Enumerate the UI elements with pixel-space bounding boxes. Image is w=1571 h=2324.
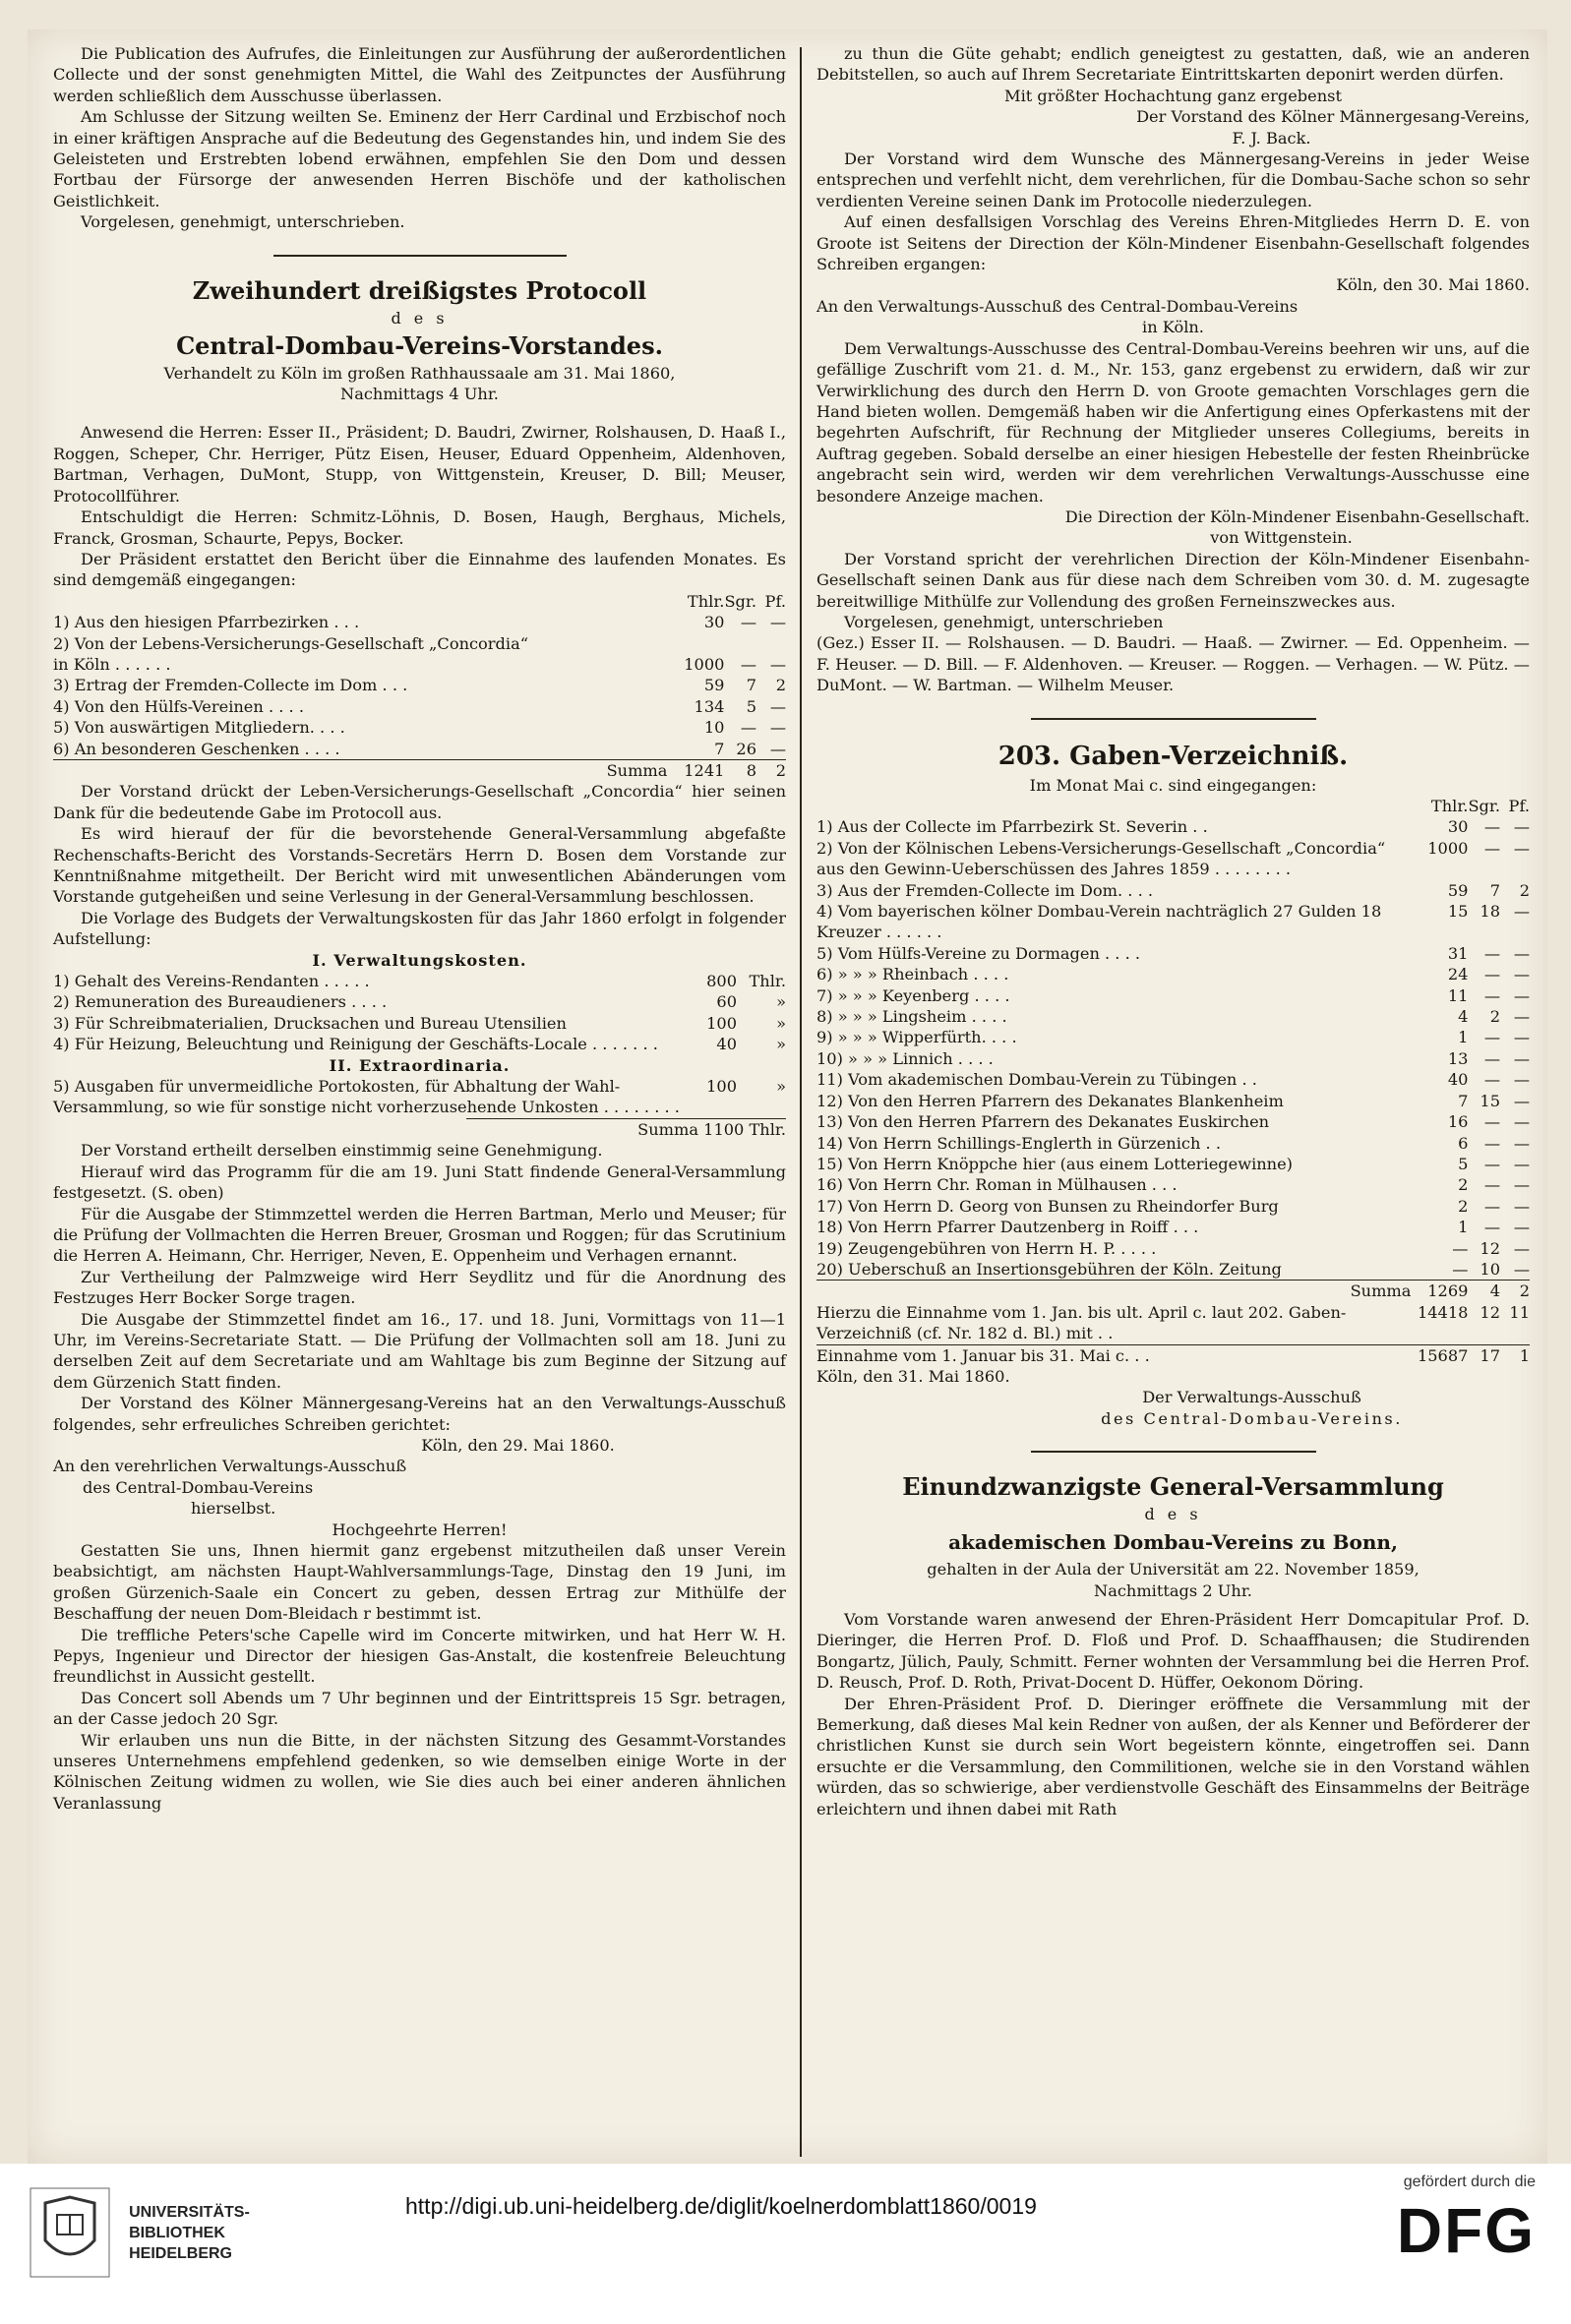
row-thlr: 6 bbox=[1458, 1133, 1469, 1153]
row-label: 1) Aus den hiesigen Pfarrbezirken . . . bbox=[53, 613, 360, 632]
row-pf: — bbox=[1513, 1070, 1530, 1090]
table-row bbox=[816, 964, 1530, 984]
col-pf: Pf. bbox=[764, 591, 786, 611]
sum-row bbox=[816, 1281, 1530, 1302]
row-label: 20) Ueberschuß an Insertionsgebühren der Köln. Zeitung bbox=[816, 1259, 1282, 1279]
col-sgr: Sgr. bbox=[724, 591, 756, 611]
gifts-title: 203. Gaben-Verzeichniß. bbox=[997, 741, 1349, 771]
row-pf: — bbox=[1513, 1238, 1530, 1258]
extra-table bbox=[53, 1076, 786, 1118]
ub-line-1: UNIVERSITÄTS- bbox=[129, 2203, 250, 2221]
sum-label: Summa bbox=[53, 759, 667, 781]
row-pf: — bbox=[1513, 1133, 1530, 1153]
row-pf: — bbox=[769, 613, 786, 632]
row-label: 6) » » » Rheinbach . . . . bbox=[816, 965, 1009, 984]
palms-text: Zur Vertheilung der Palmzweige wird Herr Seydlitz und für die Anordnung des Festzuges Herr Bocker Sorge tragen. bbox=[53, 1267, 786, 1308]
present-list: Anwesend die Herren: Esser II., Präsident; D. Baudri, Zwirner, Rolshausen, D. Haaß I., Roggen, Scheper, Chr. Herriger, Pütz Eisen, Heuser, Eduard Oppenheim, Aldenhoven, Bartman, Verhagen, DuMont, Stupp, von Wittgenstein, Kreuser, D. Bill; Meuser, Protocollführer. bbox=[53, 423, 786, 506]
dfg-credit bbox=[1397, 2174, 1536, 2270]
table-row bbox=[53, 1034, 786, 1054]
row-thlr: 13 bbox=[1447, 1048, 1469, 1068]
row-pf: 2 bbox=[775, 676, 786, 695]
row-thlr: 1000 bbox=[684, 654, 725, 674]
row-sgr: 7 bbox=[1489, 880, 1500, 900]
row-label: 13) Von den Herren Pfarrern des Dekanates Euskirchen bbox=[816, 1112, 1270, 1132]
section-rule bbox=[1031, 1451, 1316, 1453]
row-sgr: — bbox=[1483, 965, 1500, 984]
row-label: 3) Für Schreibmaterialien, Drucksachen und Bureau Utensilien bbox=[53, 1013, 567, 1033]
table-row bbox=[816, 1259, 1530, 1281]
row-label: in Köln . . . . . . bbox=[53, 654, 171, 674]
railway-date: Köln, den 30. Mai 1860. bbox=[1336, 275, 1530, 295]
table-row bbox=[816, 1091, 1530, 1111]
row-thlr: 2 bbox=[1458, 1196, 1469, 1216]
table-row bbox=[53, 739, 786, 760]
table-row bbox=[53, 696, 786, 717]
row-thlr: 2 bbox=[1458, 1175, 1469, 1195]
sum-thlr: 1241 bbox=[667, 759, 724, 781]
choir-text: Der Vorstand des Kölner Männergesang-Vereins hat an den Verwaltungs-Ausschuß folgendes, sehr erfreuliches Schreiben gerichtet: bbox=[53, 1394, 786, 1434]
sum-thlr: 1269 bbox=[1411, 1281, 1468, 1302]
column-divider bbox=[800, 47, 802, 2157]
row-sgr: 7 bbox=[746, 676, 756, 695]
row-pf: — bbox=[1513, 965, 1530, 984]
row-label: 6) An besonderen Geschenken . . . . bbox=[53, 739, 340, 758]
row-pf: — bbox=[1513, 1154, 1530, 1173]
row-label: 5) Von auswärtigen Mitgliedern. . . . bbox=[53, 718, 345, 738]
row-thlr: 1000 bbox=[1427, 838, 1469, 858]
report-text: Der Präsident erstattet den Bericht über die Einnahme des laufenden Monates. Es sind demgemäß eingegangen: bbox=[53, 549, 786, 590]
row-thlr: 11 bbox=[1447, 985, 1469, 1005]
row-label: 17) Von Herrn D. Georg von Bunsen zu Rheindorfer Burg bbox=[816, 1196, 1279, 1216]
approval-text: Der Vorstand ertheilt derselben einstimmig seine Genehmigung. bbox=[81, 1141, 603, 1161]
table-row bbox=[816, 943, 1530, 964]
row-pf: — bbox=[1513, 1218, 1530, 1237]
gifts-table bbox=[816, 796, 1530, 1366]
table-row bbox=[816, 1048, 1530, 1069]
row-sgr: — bbox=[1483, 1154, 1500, 1173]
row-sgr: — bbox=[1483, 1196, 1500, 1216]
table-row bbox=[816, 1069, 1530, 1090]
letter-paragraph-2: Die treffliche Peters'sche Capelle wird im Concerte mitwirken, und hat Herr W. H. Pepys, Ingenieur und Director der hiesigen Gas-Anstalt, die kostenfreie Beleuchtung freundlichst in Aussicht gestellt. bbox=[53, 1625, 786, 1687]
row-thlr: 14418 bbox=[1417, 1302, 1469, 1322]
row-pf: — bbox=[1513, 1112, 1530, 1132]
table-row bbox=[53, 654, 786, 675]
letter-paragraph-1: Gestatten Sie uns, Ihnen hiermit ganz ergebenst mitzutheilen daß unser Verein beabsichtigt, am nächsten Haupt-Wahlversammlungs-Tage, Dinstag den 19 Juni, im großen Gürzenich-Saale ein Concert zu geben, dessen Ertrag zur Mithülfe der Beschaffung der neuen Dom-Bleidach r bestimmt ist. bbox=[53, 1541, 786, 1624]
row-thlr: 30 bbox=[703, 613, 725, 632]
excused-list: Entschuldigt die Herren: Schmitz-Löhnis, D. Bosen, Haugh, Berghaus, Michels, Franck, Grosman, Schaurte, Pepys, Bocker. bbox=[53, 507, 786, 548]
row-label: 3) Ertrag der Fremden-Collecte im Dom . . . bbox=[53, 676, 408, 695]
table-row bbox=[816, 1174, 1530, 1195]
income-header-row bbox=[53, 591, 786, 612]
row-label: 2) Von der Lebens-Versicherungs-Gesellschaft „Concordia“ bbox=[53, 633, 529, 653]
assembly-place: gehalten in der Aula der Universität am 22. November 1859, bbox=[927, 1560, 1420, 1579]
row-pf: — bbox=[769, 718, 786, 738]
row-pf: 1 bbox=[1500, 1344, 1530, 1366]
total-row bbox=[816, 1344, 1530, 1366]
row-sgr: — bbox=[1483, 838, 1500, 858]
programme-text: Hierauf wird das Programm für die am 19. Juni Statt findende General-Versammlung festgesetzt. (S. oben) bbox=[53, 1162, 786, 1203]
railway-recipient-2: in Köln. bbox=[1142, 318, 1204, 337]
row-label: 3) Aus der Fremden-Collecte im Dom. . . . bbox=[816, 880, 1154, 900]
col-thlr: Thlr. bbox=[687, 591, 725, 611]
row-pf: — bbox=[1513, 817, 1530, 837]
protocol-subtitle: Central-Dombau-Vereins-Vorstandes. bbox=[176, 330, 663, 360]
table-row bbox=[816, 838, 1530, 880]
table-row bbox=[816, 1133, 1530, 1154]
table-row bbox=[816, 1238, 1530, 1259]
row-pf: — bbox=[1513, 1028, 1530, 1047]
ballots-text: Für die Ausgabe der Stimmzettel werden die Herren Bartman, Merlo und Meuser; für die Prüfung der Vollmachten die Herren Breuer, Grosman und Roggen; für das Scrutinium die Herren A. Heimann, Chr. Herriger, Neven, E. Oppenheim und Verhagen ernannt. bbox=[53, 1204, 786, 1266]
row-label: 4) Vom bayerischen kölner Dombau-Verein nachträglich 27 Gulden 18 Kreuzer . . . . . . bbox=[816, 902, 1382, 942]
row-unit: » bbox=[776, 1013, 786, 1033]
sum-pf: 2 bbox=[1500, 1281, 1530, 1302]
sum-row bbox=[53, 759, 786, 781]
protocol-time: Nachmittags 4 Uhr. bbox=[340, 385, 499, 404]
digitization-footer bbox=[0, 2164, 1571, 2324]
row-thlr: 15 bbox=[1447, 902, 1469, 922]
row-label: 7) » » » Keyenberg . . . . bbox=[816, 985, 1010, 1005]
row-label: 15) Von Herrn Knöppche hier (aus einem Lotteriegewinne) bbox=[816, 1154, 1293, 1173]
row-unit: » bbox=[776, 1035, 786, 1054]
row-thlr: 1 bbox=[1458, 1028, 1469, 1047]
row-pf: 2 bbox=[1519, 880, 1530, 900]
table-row bbox=[816, 901, 1530, 943]
table-row bbox=[53, 675, 786, 695]
row-thlr: 1 bbox=[1458, 1218, 1469, 1237]
row-pf: — bbox=[1513, 1007, 1530, 1027]
row-label: 14) Von Herrn Schillings-Englerth in Gürzenich . . bbox=[816, 1133, 1221, 1153]
row-sgr: 2 bbox=[1489, 1007, 1500, 1027]
row-amount: 100 bbox=[706, 1077, 737, 1097]
assembly-des: d e s bbox=[1144, 1505, 1202, 1524]
gifts-subtitle: Im Monat Mai c. sind eingegangen: bbox=[1029, 775, 1317, 795]
gifts-date: Köln, den 31. Mai 1860. bbox=[816, 1366, 1010, 1386]
row-pf: — bbox=[1513, 1048, 1530, 1068]
newspaper-page bbox=[28, 30, 1547, 2164]
row-sgr: — bbox=[740, 718, 756, 738]
protocol-des: d e s bbox=[391, 308, 449, 328]
row-thlr: 7 bbox=[1458, 1091, 1469, 1110]
row-thlr: 5 bbox=[1458, 1154, 1469, 1173]
row-label: 1) Gehalt des Vereins-Rendanten . . . . . bbox=[53, 972, 370, 991]
row-thlr: — bbox=[1452, 1259, 1469, 1279]
assembly-time: Nachmittags 2 Uhr. bbox=[1094, 1580, 1252, 1600]
letter-paragraph-4: Wir erlauben uns nun die Bitte, in der nächsten Sitzung des Gesammt-Vorstandes unseres Unternehmens empfehlend gedenken, so wie demselben einige Worte in der Kölnischen Zeitung widmen zu wollen, wie Sie dies auch bei einer anderen ähnlichen Veranlassung bbox=[53, 1730, 786, 1813]
section-rule bbox=[273, 255, 567, 257]
row-thlr: 7 bbox=[714, 739, 725, 758]
table-row bbox=[816, 880, 1530, 901]
row-pf: — bbox=[1513, 902, 1530, 922]
table-row bbox=[53, 612, 786, 632]
railway-intro: Auf einen desfallsigen Vorschlag des Vereins Ehren-Mitgliedes Herrn D. E. von Groote ist Seitens der Direction der Köln-Mindener Eisenbahn-Gesellschaft folgendes Schreiben ergangen: bbox=[816, 212, 1530, 274]
row-sgr: — bbox=[1483, 1112, 1500, 1132]
gifts-header-row bbox=[816, 796, 1530, 816]
row-pf: — bbox=[769, 739, 786, 758]
row-sgr: 12 bbox=[1480, 1302, 1500, 1322]
row-sgr: — bbox=[1483, 1175, 1500, 1195]
table-row bbox=[816, 816, 1530, 837]
row-label: Einnahme vom 1. Januar bis 31. Mai c. . . bbox=[816, 1344, 1411, 1366]
row-sgr: — bbox=[1483, 1048, 1500, 1068]
row-amount: 800 bbox=[706, 972, 737, 991]
row-pf: — bbox=[1513, 1175, 1530, 1195]
row-thlr bbox=[667, 633, 724, 654]
table-row bbox=[816, 1027, 1530, 1047]
row-pf: — bbox=[1513, 1259, 1530, 1279]
row-sgr: — bbox=[1483, 1133, 1500, 1153]
ub-line-2: BIBLIOTHEK bbox=[129, 2224, 225, 2241]
railway-letter-body: Dem Verwaltungs-Ausschusse des Central-Dombau-Vereins beehren wir uns, auf die gefällige Zuschrift vom 21. d. M., Nr. 153, ganz ergebenst zu erwidern, daß wir zur Verwirklichung des durch den Herrn D. von Groote gemachten Vorschlages gern die Hand bieten wollen. Demgemäß haben wir die Anfertigung eines Opferkastens mit der begehrten Aufschrift, für Rechnung der Mitglieder unseres Collegiums, bereits in Auftrag gegeben. Sobald derselbe an einer hiesigen Hebestelle der festen Rheinbrücke angebracht sein wird, werden wir dem verehrlichen Verwaltungs-Ausschusse eine besondere Anzeige machen. bbox=[816, 338, 1530, 506]
row-thlr: 30 bbox=[1447, 817, 1469, 837]
ub-logo[interactable] bbox=[26, 2183, 250, 2282]
row-thlr: 134 bbox=[694, 696, 725, 716]
row-sgr: 26 bbox=[736, 739, 756, 758]
table-row bbox=[816, 1154, 1530, 1174]
sum-sgr: 4 bbox=[1468, 1281, 1500, 1302]
row-sgr: — bbox=[740, 613, 756, 632]
response-text: Der Vorstand wird dem Wunsche des Männergesang-Vereins in jeder Weise entsprechen und verfehlt nicht, dem verehrlichen, für die Dombau-Sache schon so sehr verdienten Vereine seinen Dank im Protocolle niederzulegen. bbox=[816, 149, 1530, 210]
sum-sgr: 8 bbox=[724, 759, 756, 781]
row-thlr: 15687 bbox=[1411, 1344, 1468, 1366]
letter-continuation: zu thun die Güte gehabt; endlich geneigtest zu gestatten, daß, wie an anderen Debitstellen, so auch auf Ihrem Secretariate Eintrittskarten deponirt werden dürfen. bbox=[816, 44, 1530, 85]
letter-regards: Mit größter Hochachtung ganz ergebenst bbox=[1004, 86, 1342, 105]
thanks-text: Der Vorstand drückt der Leben-Versicherungs-Gesellschaft „Concordia“ hier seinen Dank für die bedeutende Gabe im Protocoll aus. bbox=[53, 782, 786, 822]
row-sgr: — bbox=[1483, 985, 1500, 1005]
protocol-title: Zweihundert dreißigstes Protocoll bbox=[192, 275, 647, 305]
table-row bbox=[53, 991, 786, 1012]
row-amount: 40 bbox=[716, 1035, 737, 1054]
row-label: 5) Vom Hülfs-Vereine zu Dormagen . . . . bbox=[816, 943, 1141, 963]
dfg-logo[interactable]: DFG bbox=[1396, 2195, 1536, 2266]
row-label: 2) Remuneration des Bureaudieners . . . . bbox=[53, 992, 388, 1012]
row-pf: 11 bbox=[1509, 1302, 1530, 1322]
row-sgr: 17 bbox=[1468, 1344, 1500, 1366]
table-row bbox=[53, 971, 786, 991]
row-thlr: 59 bbox=[703, 676, 725, 695]
row-thlr: 59 bbox=[1447, 880, 1469, 900]
row-sgr bbox=[724, 633, 756, 654]
row-pf: — bbox=[1513, 943, 1530, 963]
row-thlr: 40 bbox=[1447, 1070, 1469, 1090]
row-sgr: 5 bbox=[746, 696, 756, 716]
letter-recipient-2: des Central-Dombau-Vereins bbox=[83, 1477, 314, 1497]
table-row bbox=[53, 717, 786, 738]
table-row bbox=[53, 633, 786, 654]
section-heading-extra: II. Extraordinaria. bbox=[329, 1055, 511, 1075]
income-table bbox=[53, 591, 786, 782]
gifts-signature-2: des Central-Dombau-Vereins. bbox=[1101, 1408, 1403, 1428]
railway-signature: Die Direction der Köln-Mindener Eisenbahn-Gesellschaft. bbox=[1064, 507, 1530, 526]
row-label: 9) » » » Wipperfürth. . . . bbox=[816, 1028, 1017, 1047]
row-thlr: 24 bbox=[1447, 965, 1469, 984]
railway-recipient-1: An den Verwaltungs-Ausschuß des Central-Dombau-Vereins bbox=[816, 296, 1299, 316]
row-label: 12) Von den Herren Pfarrern des Dekanates Blankenheim bbox=[816, 1091, 1284, 1110]
source-url-link[interactable]: http://digi.ub.uni-heidelberg.de/diglit/koelnerdomblatt1860/0019 bbox=[405, 2193, 1037, 2219]
row-pf: — bbox=[1513, 838, 1530, 858]
table-row bbox=[816, 1196, 1530, 1217]
cost-sum: Summa 1100 Thlr. bbox=[466, 1118, 786, 1140]
ub-line-3: HEIDELBERG bbox=[129, 2244, 232, 2262]
row-label: 11) Vom akademischen Dombau-Verein zu Tübingen . . bbox=[816, 1070, 1257, 1090]
row-label: 18) Von Herrn Pfarrer Dautzenberg in Roiff . . . bbox=[816, 1218, 1199, 1237]
row-label: 8) » » » Lingsheim . . . . bbox=[816, 1007, 1007, 1027]
row-label: 2) Von der Kölnischen Lebens-Versicherungs-Gesellschaft „Concordia“ aus den Gewinn-Ueberschüssen des Jahres 1859 . . . . . . . . bbox=[816, 838, 1386, 879]
row-sgr: 10 bbox=[1480, 1259, 1500, 1279]
row-pf: — bbox=[769, 654, 786, 674]
closing-text: Vorgelesen, genehmigt, unterschrieben bbox=[844, 612, 1164, 631]
intro-paragraph-3: Vorgelesen, genehmigt, unterschrieben. bbox=[81, 212, 405, 232]
budget-text: Die Vorlage des Budgets der Verwaltungskosten für das Jahr 1860 erfolgt in folgender Aufstellung: bbox=[53, 908, 786, 949]
table-row bbox=[816, 1111, 1530, 1132]
assembly-paragraph-2: Der Ehren-Präsident Prof. D. Dieringer eröffnete die Versammlung mit der Bemerkung, daß dieses Mal kein Redner von außen, der als Kenner und Beförderer der christlichen Kunst sie durch sein Wort begeistern könnte, eingetroffen sei. Dann ersuchte er die Versammlung, den Commilitionen, welche sie in den Vorstand wählen würden, das so schwierige, aber verdienstvolle Geschäft des Einsammelns der Beiträge erleichtern und ihnen dabei mit Rath bbox=[816, 1694, 1530, 1818]
row-label: 4) Von den Hülfs-Vereinen . . . . bbox=[53, 696, 304, 716]
row-label: 5) Ausgaben für unvermeidliche Portokosten, für Abhaltung der Wahl-Versammlung, so wie für sonstige nicht vorherzusehende Unkosten . . . . . . . . bbox=[53, 1077, 680, 1117]
university-seal-icon bbox=[26, 2183, 114, 2282]
letter-recipient-3: hierselbst. bbox=[191, 1499, 276, 1519]
row-sgr: — bbox=[1483, 1028, 1500, 1047]
row-thlr: 16 bbox=[1447, 1112, 1469, 1132]
row-sgr: — bbox=[1483, 943, 1500, 963]
row-thlr: 4 bbox=[1458, 1007, 1469, 1027]
assembly-paragraph-1: Vom Vorstande waren anwesend der Ehren-Präsident Herr Domcapitular Prof. D. Dieringer, die Herren Prof. D. Floß und Prof. D. Schaaffhausen; die Studirenden Bongartz, Jülich, Pauly, Schmitt. Ferner wohnten der Versammlung bei die Herren Prof. D. Reusch, Prof. D. Roth, Privat-Docent D. Hüffer, Oekonom Döring. bbox=[816, 1610, 1530, 1693]
intro-paragraph-2: Am Schlusse der Sitzung weilten Se. Eminenz der Herr Cardinal und Erzbischof noch in einer kräftigen Ansprache auf die Bedeutung des Gegenstandes hin, und indem Sie des Geleisteten und Erstrebten lobend erwähnen, empfehlen Sie den Dom und dessen Fortbau der Fürsorge der anwesenden Herren Bischöfe und der katholischen Geistlichkeit. bbox=[53, 107, 786, 210]
gifts-signature-1: Der Verwaltungs-Ausschuß bbox=[1142, 1388, 1361, 1407]
dfg-caption: gefördert durch die bbox=[1403, 2174, 1536, 2190]
railway-thanks: Der Vorstand spricht der verehrlichen Direction der Köln-Mindener Eisenbahn-Gesellschaft seinen Dank aus für diese nach dem Schreiben vom 30. d. M. zugesagte bereitwillige Mithülfe zur Vollendung des großen Ferneinszweckes aus. bbox=[816, 549, 1530, 611]
section-heading-admin: I. Verwaltungskosten. bbox=[312, 950, 527, 970]
table-row bbox=[816, 1006, 1530, 1027]
general-text: Es wird hierauf der für die bevorstehende General-Versammlung abgefaßte Rechenschafts-Bericht des Vorstands-Secretärs Herrn D. Bosen dem Vorstande zur Kenntnißnahme mitgetheilt. Der Bericht wird mit unwesentlichen Abänderungen vom Vorstande gutgeheißen und seine Verlesung in der General-Versammlung beschlossen. bbox=[53, 824, 786, 907]
costs-table bbox=[53, 971, 786, 1055]
row-label: 19) Zeugengebühren von Herrn H. P. . . . . bbox=[816, 1238, 1157, 1258]
row-label: Hierzu die Einnahme vom 1. Jan. bis ult. April c. laut 202. Gaben-Verzeichniß (cf. Nr. 182 d. Bl.) mit . . bbox=[816, 1302, 1347, 1343]
distribution-text: Die Ausgabe der Stimmzettel findet am 16., 17. und 18. Juni, Vormittags von 11—1 Uhr, im Vereins-Secretariate Statt. — Die Prüfung der Vollmachten soll am 18. Juni zu derselben Zeit auf dem Secretariate und am Wahltage bis zum Beginne der Sitzung auf dem Gürzenich Statt finden. bbox=[53, 1309, 786, 1392]
row-sgr: 12 bbox=[1480, 1238, 1500, 1258]
assembly-subtitle: akademischen Dombau-Vereins zu Bonn, bbox=[948, 1530, 1398, 1555]
row-unit: » bbox=[776, 992, 786, 1012]
row-sgr: — bbox=[1483, 1218, 1500, 1237]
row-thlr: 31 bbox=[1447, 943, 1469, 963]
row-unit: Thlr. bbox=[749, 972, 786, 991]
row-unit: » bbox=[776, 1077, 786, 1097]
letter-sender: Der Vorstand des Kölner Männergesang-Vereins, bbox=[1136, 107, 1530, 127]
previous-row bbox=[816, 1302, 1530, 1344]
row-pf: — bbox=[769, 696, 786, 716]
row-sgr: 15 bbox=[1480, 1091, 1500, 1110]
table-row bbox=[53, 1076, 786, 1118]
table-row bbox=[816, 985, 1530, 1006]
row-label: 10) » » » Linnich . . . . bbox=[816, 1048, 994, 1068]
letter-recipient-1: An den verehrlichen Verwaltungs-Ausschuß bbox=[53, 1457, 407, 1476]
sum-pf: 2 bbox=[756, 759, 786, 781]
row-thlr: 10 bbox=[703, 718, 725, 738]
row-amount: 100 bbox=[706, 1013, 737, 1033]
row-sgr: — bbox=[1483, 1070, 1500, 1090]
table-row bbox=[53, 1013, 786, 1034]
sum-label: Summa bbox=[816, 1281, 1411, 1302]
row-label: 16) Von Herrn Chr. Roman in Mülhausen . . . bbox=[816, 1175, 1178, 1195]
row-pf bbox=[756, 633, 786, 654]
col-sgr: Sgr. bbox=[1468, 797, 1500, 815]
row-thlr: — bbox=[1452, 1238, 1469, 1258]
row-pf: — bbox=[1513, 1196, 1530, 1216]
signatures: (Gez.) Esser II. — Rolshausen. — D. Baudri. — Haaß. — Zwirner. — Ed. Oppenheim. — F. Heuser. — D. Bill. — F. Aldenhoven. — Kreuser. — Roggen. — Verhagen. — W. Pütz. — DuMont. — W. Bartman. — Wilhelm Meuser. bbox=[816, 633, 1530, 695]
row-label: 1) Aus der Collecte im Pfarrbezirk St. Severin . . bbox=[816, 817, 1208, 837]
railway-signature-name: von Wittgenstein. bbox=[1210, 528, 1353, 548]
assembly-title: Einundzwanzigste General-Versammlung bbox=[902, 1472, 1444, 1502]
row-sgr: — bbox=[1483, 817, 1500, 837]
col-thlr: Thlr. bbox=[1430, 797, 1469, 815]
row-pf: — bbox=[1513, 985, 1530, 1005]
row-label: 4) Für Heizung, Beleuchtung und Reinigung der Geschäfts-Locale . . . . . . . bbox=[53, 1035, 658, 1054]
letter-sender-name: F. J. Back. bbox=[1232, 128, 1311, 148]
letter-paragraph-3: Das Concert soll Abends um 7 Uhr beginnen und der Eintrittspreis 15 Sgr. betragen, an der Casse jedoch 20 Sgr. bbox=[53, 1688, 786, 1729]
intro-paragraph-1: Die Publication des Aufrufes, die Einleitungen zur Ausführung der außerordentlichen Collecte und der sonst genehmigten Mittel, die Wahl des Zeitpunctes der Ausführung werden schließlich dem Ausschusse überlassen. bbox=[53, 44, 786, 105]
row-sgr: 18 bbox=[1480, 902, 1500, 922]
row-pf: — bbox=[1513, 1091, 1530, 1110]
col-pf: Pf. bbox=[1508, 797, 1530, 815]
ub-name bbox=[129, 2202, 250, 2264]
right-column bbox=[816, 43, 1530, 1819]
left-column bbox=[53, 43, 786, 1814]
section-rule bbox=[1031, 718, 1316, 720]
table-row bbox=[816, 1217, 1530, 1237]
row-sgr: — bbox=[740, 654, 756, 674]
letter-date: Köln, den 29. Mai 1860. bbox=[421, 1435, 615, 1455]
row-amount: 60 bbox=[716, 992, 737, 1012]
protocol-place: Verhandelt zu Köln im großen Rathhaussaale am 31. Mai 1860, bbox=[163, 363, 676, 383]
letter-greeting: Hochgeehrte Herren! bbox=[332, 1520, 508, 1539]
